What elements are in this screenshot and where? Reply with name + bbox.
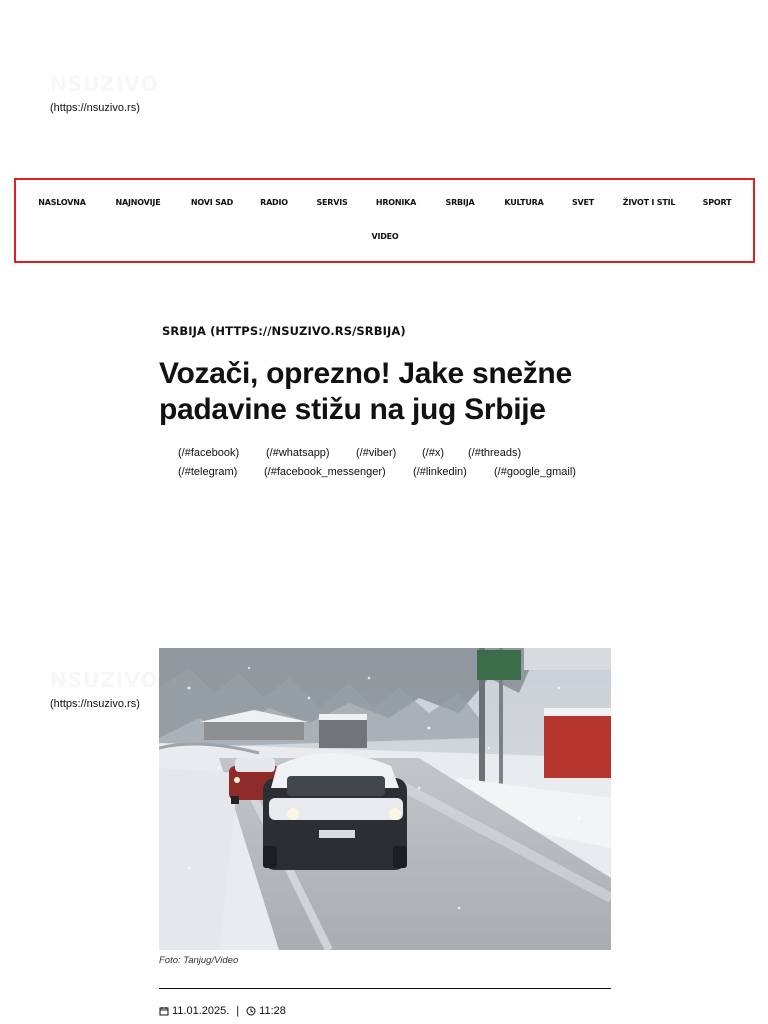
nav-item-novi-sad[interactable]: NOVI SAD <box>190 198 234 207</box>
share-viber-link[interactable]: (/#viber) <box>356 447 397 459</box>
nav-item-servis[interactable]: SERVIS <box>316 198 348 207</box>
share-linkedin-link[interactable]: (/#linkedin) <box>413 466 467 478</box>
site-logo-block <box>50 668 159 710</box>
main-navigation <box>14 178 755 263</box>
site-logo[interactable]: NSUZIVO <box>50 72 159 96</box>
nav-item-sport[interactable]: SPORT <box>702 198 732 207</box>
site-logo-block <box>50 72 159 114</box>
clock-icon <box>246 1006 256 1016</box>
share-facebook-link[interactable]: (/#facebook) <box>178 447 240 459</box>
share-x-link[interactable]: (/#x) <box>422 447 444 459</box>
site-home-link[interactable]: (https://nsuzivo.rs) <box>50 698 140 710</box>
nav-item-najnovije[interactable]: NAJNOVIJE <box>115 198 161 207</box>
nav-item-svet[interactable]: SVET <box>571 198 595 207</box>
share-links-row <box>0 447 768 461</box>
share-google-gmail-link[interactable]: (/#google_gmail) <box>494 466 576 478</box>
publish-time: 11:28 <box>259 1005 286 1017</box>
site-logo[interactable]: NSUZIVO <box>50 668 159 692</box>
nav-item-zivot-i-stil[interactable]: ŽIVOT I STIL <box>622 198 676 207</box>
snowy-road-illustration <box>159 648 611 950</box>
divider <box>159 988 611 989</box>
nav-item-video[interactable]: VIDEO <box>371 232 399 241</box>
nav-item-naslovna[interactable]: NASLOVNA <box>38 198 86 207</box>
article-title: Vozači, oprezno! Jake snežne padavine stižu na jug Srbije <box>159 357 572 426</box>
nav-item-hronika[interactable]: HRONIKA <box>375 198 417 207</box>
share-whatsapp-link[interactable]: (/#whatsapp) <box>266 447 330 459</box>
meta-separator: | <box>236 1005 240 1017</box>
share-threads-link[interactable]: (/#threads) <box>468 447 522 459</box>
article-photo <box>159 648 611 950</box>
nav-item-srbija[interactable]: SRBIJA <box>445 198 475 207</box>
article-category-link[interactable]: SRBIJA (HTTPS://NSUZIVO.RS/SRBIJA) <box>162 324 406 338</box>
share-facebook-messenger-link[interactable]: (/#facebook_messenger) <box>264 466 386 478</box>
calendar-icon <box>159 1006 169 1016</box>
nav-item-kultura[interactable]: KULTURA <box>504 198 544 207</box>
photo-caption: Foto: Tanjug/Video <box>159 955 239 966</box>
article-meta <box>159 1005 286 1017</box>
share-links-row <box>0 466 768 480</box>
nav-item-radio[interactable]: RADIO <box>260 198 288 207</box>
share-telegram-link[interactable]: (/#telegram) <box>178 466 238 478</box>
publish-date: 11.01.2025. <box>172 1005 230 1017</box>
site-home-link[interactable]: (https://nsuzivo.rs) <box>50 102 140 114</box>
